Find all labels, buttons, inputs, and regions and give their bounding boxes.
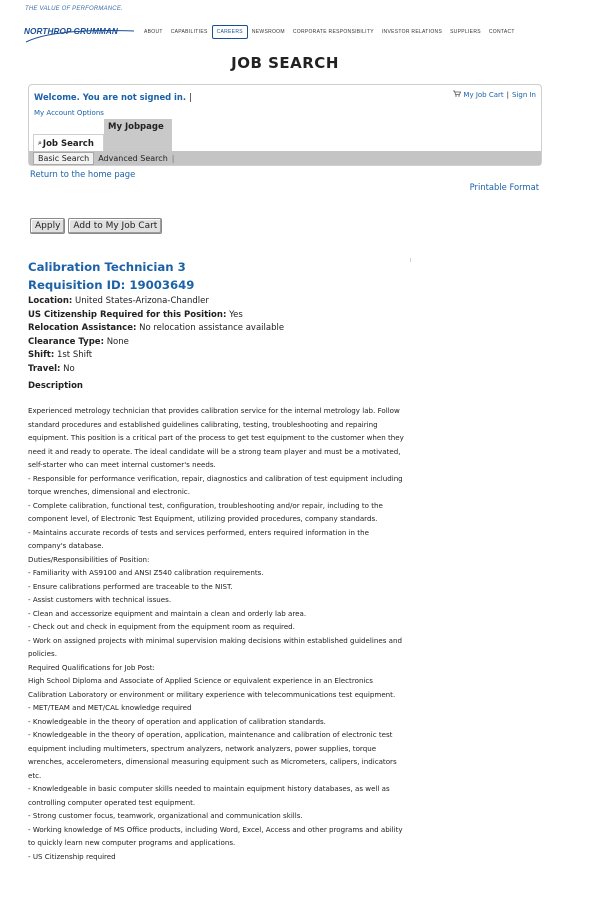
column-divider [410, 258, 411, 262]
description-line: High School Diploma and Associate of Applied Science or equivalent experience in an Electronics Calibration Laboratory or environment or military experience with telecommunications test equipment. [28, 676, 396, 699]
fact-citizenship: US Citizenship Required for this Position: Yes [28, 309, 243, 320]
fact-shift: Shift: 1st Shift [28, 350, 93, 360]
logo-swoosh-icon [24, 26, 136, 43]
description-line: - Work on assigned projects with minimal supervision making decisions within established guidelines and policies. [28, 635, 402, 658]
description-line: - Working knowledge of MS Office products, including Word, Excel, Access and other programs and ability to quickly learn new computer programs and applications. [28, 824, 403, 847]
cart-signin-links [453, 90, 536, 99]
return-home-link[interactable]: Return to the home page [30, 169, 136, 179]
description-line: - Complete calibration, functional test, configuration, troubleshooting and/or repair, including to the component level, of Electronic Test Equipment, utilizing provided procedures, company standards. [28, 500, 383, 523]
description-line: - Familiarity with AS9100 and ANSI Z540 calibration requirements. [28, 568, 264, 577]
add-to-cart-button[interactable]: Add to My Job Cart [68, 218, 162, 234]
account-options-link[interactable]: My Account Options [34, 109, 104, 117]
description-line: - Knowledgeable in the theory of operation and application of calibration standards. [28, 716, 326, 726]
description-line: - Assist customers with technical issues. [28, 595, 172, 604]
job-description [28, 404, 408, 863]
nav-about[interactable]: ABOUT [144, 29, 163, 35]
tab-my-jobpage-label: My Jobpage [108, 122, 164, 132]
top-navigation [140, 25, 519, 39]
subtab-separator: | [171, 153, 175, 163]
company-tagline: THE VALUE OF PERFORMANCE. [25, 6, 123, 12]
apply-button[interactable]: Apply [30, 218, 65, 234]
links-divider: | [506, 90, 509, 99]
description-line: Required Qualifications for Job Post: [28, 662, 155, 672]
job-search-panel [28, 84, 542, 166]
description-line: - Ensure calibrations performed are traceable to the NIST. [28, 581, 233, 591]
requisition-id: Requisition ID: 19003649 [28, 278, 195, 292]
logo-wordmark: NORTHROP GRUMMAN [24, 27, 118, 36]
tab-job-search-label: Job Search [42, 138, 94, 149]
description-line: - Check out and check in equipment from the equipment room as required. [28, 622, 295, 631]
description-line: - Knowledgeable in basic computer skills needed to maintain equipment history databases, as well as controlling computer operated test equipment. [28, 784, 390, 807]
nav-capabilities[interactable]: CAPABILITIES [170, 29, 208, 35]
welcome-text: Welcome. You are not signed in. [34, 92, 187, 102]
fact-location: Location: United States-Arizona-Chandler [28, 296, 209, 306]
my-job-cart-link[interactable]: My Job Cart [463, 90, 504, 99]
description-line: - MET/TEAM and MET/CAL knowledge required [28, 703, 192, 712]
description-line: - Responsible for performance verification, repair, diagnostics and calibration of test equipment including torque wrenches, dimensional and electronic. [28, 473, 403, 496]
description-line: - Maintains accurate records of tests and services performed, enters required information in the company's database. [28, 527, 369, 550]
welcome-message [34, 90, 194, 121]
tab-my-jobpage[interactable] [104, 119, 172, 152]
search-icon: ⌕ [38, 139, 42, 147]
welcome-separator: | [189, 92, 192, 102]
description-line: - Strong customer focus, teamwork, organizational and communication skills. [28, 811, 303, 820]
action-buttons [30, 218, 165, 234]
nav-contact[interactable]: CONTACT [488, 29, 515, 35]
nav-investor-relations[interactable]: INVESTOR RELATIONS [381, 29, 443, 35]
company-logo[interactable] [24, 19, 136, 43]
description-line: - Clean and accessorize equipment and maintain a clean and orderly lab area. [28, 608, 307, 618]
description-line: - US Citizenship required [28, 851, 116, 861]
subtab-basic-search[interactable]: Basic Search [33, 152, 94, 165]
job-heading [28, 258, 194, 294]
tab-job-search[interactable] [33, 134, 104, 152]
job-title: Calibration Technician 3 [28, 260, 186, 274]
nav-corporate-responsibility[interactable]: CORPORATE RESPONSIBILITY [292, 29, 374, 35]
fact-travel: Travel: No [28, 363, 75, 374]
cart-icon[interactable] [453, 90, 461, 99]
fact-clearance: Clearance Type: None [28, 336, 129, 347]
job-facts [28, 295, 284, 376]
printable-format-link[interactable]: Printable Format [469, 182, 539, 192]
sign-in-link[interactable]: Sign In [512, 90, 536, 99]
nav-newsroom[interactable]: NEWSROOM [251, 29, 285, 35]
subtab-advanced-search[interactable]: Advanced Search [98, 153, 168, 163]
description-line: Duties/Responsibilities of Position: [28, 554, 150, 564]
search-subtabs [29, 151, 541, 165]
fact-relocation: Relocation Assistance: No relocation assistance available [28, 323, 285, 333]
description-line: - Knowledgeable in the theory of operation, application, maintenance and calibration of electronic test equipment including multimeters, spectrum analyzers, network analyzers, power supplies, torque wrenches, accelerometers, dimensional measuring equipment such as Micrometers, calipers, indicators etc. [28, 730, 397, 780]
main-tabs [33, 119, 172, 152]
nav-careers[interactable]: CAREERS [212, 25, 248, 39]
nav-suppliers[interactable]: SUPPLIERS [450, 29, 481, 35]
page-title: JOB SEARCH [231, 54, 339, 72]
description-heading: Description [28, 381, 83, 391]
description-paragraph: Experienced metrology technician that provides calibration service for the internal metrology lab. Follow standard procedures and established guidelines calibrating, testing, troubleshooting and repairing equipment. This position is a critical part of the process to get test equipment to the customer when they need it and ready to operate. The ideal candidate will be a strong team player and must be a motivated, self-starter who can meet internal customer's needs. [28, 406, 404, 469]
